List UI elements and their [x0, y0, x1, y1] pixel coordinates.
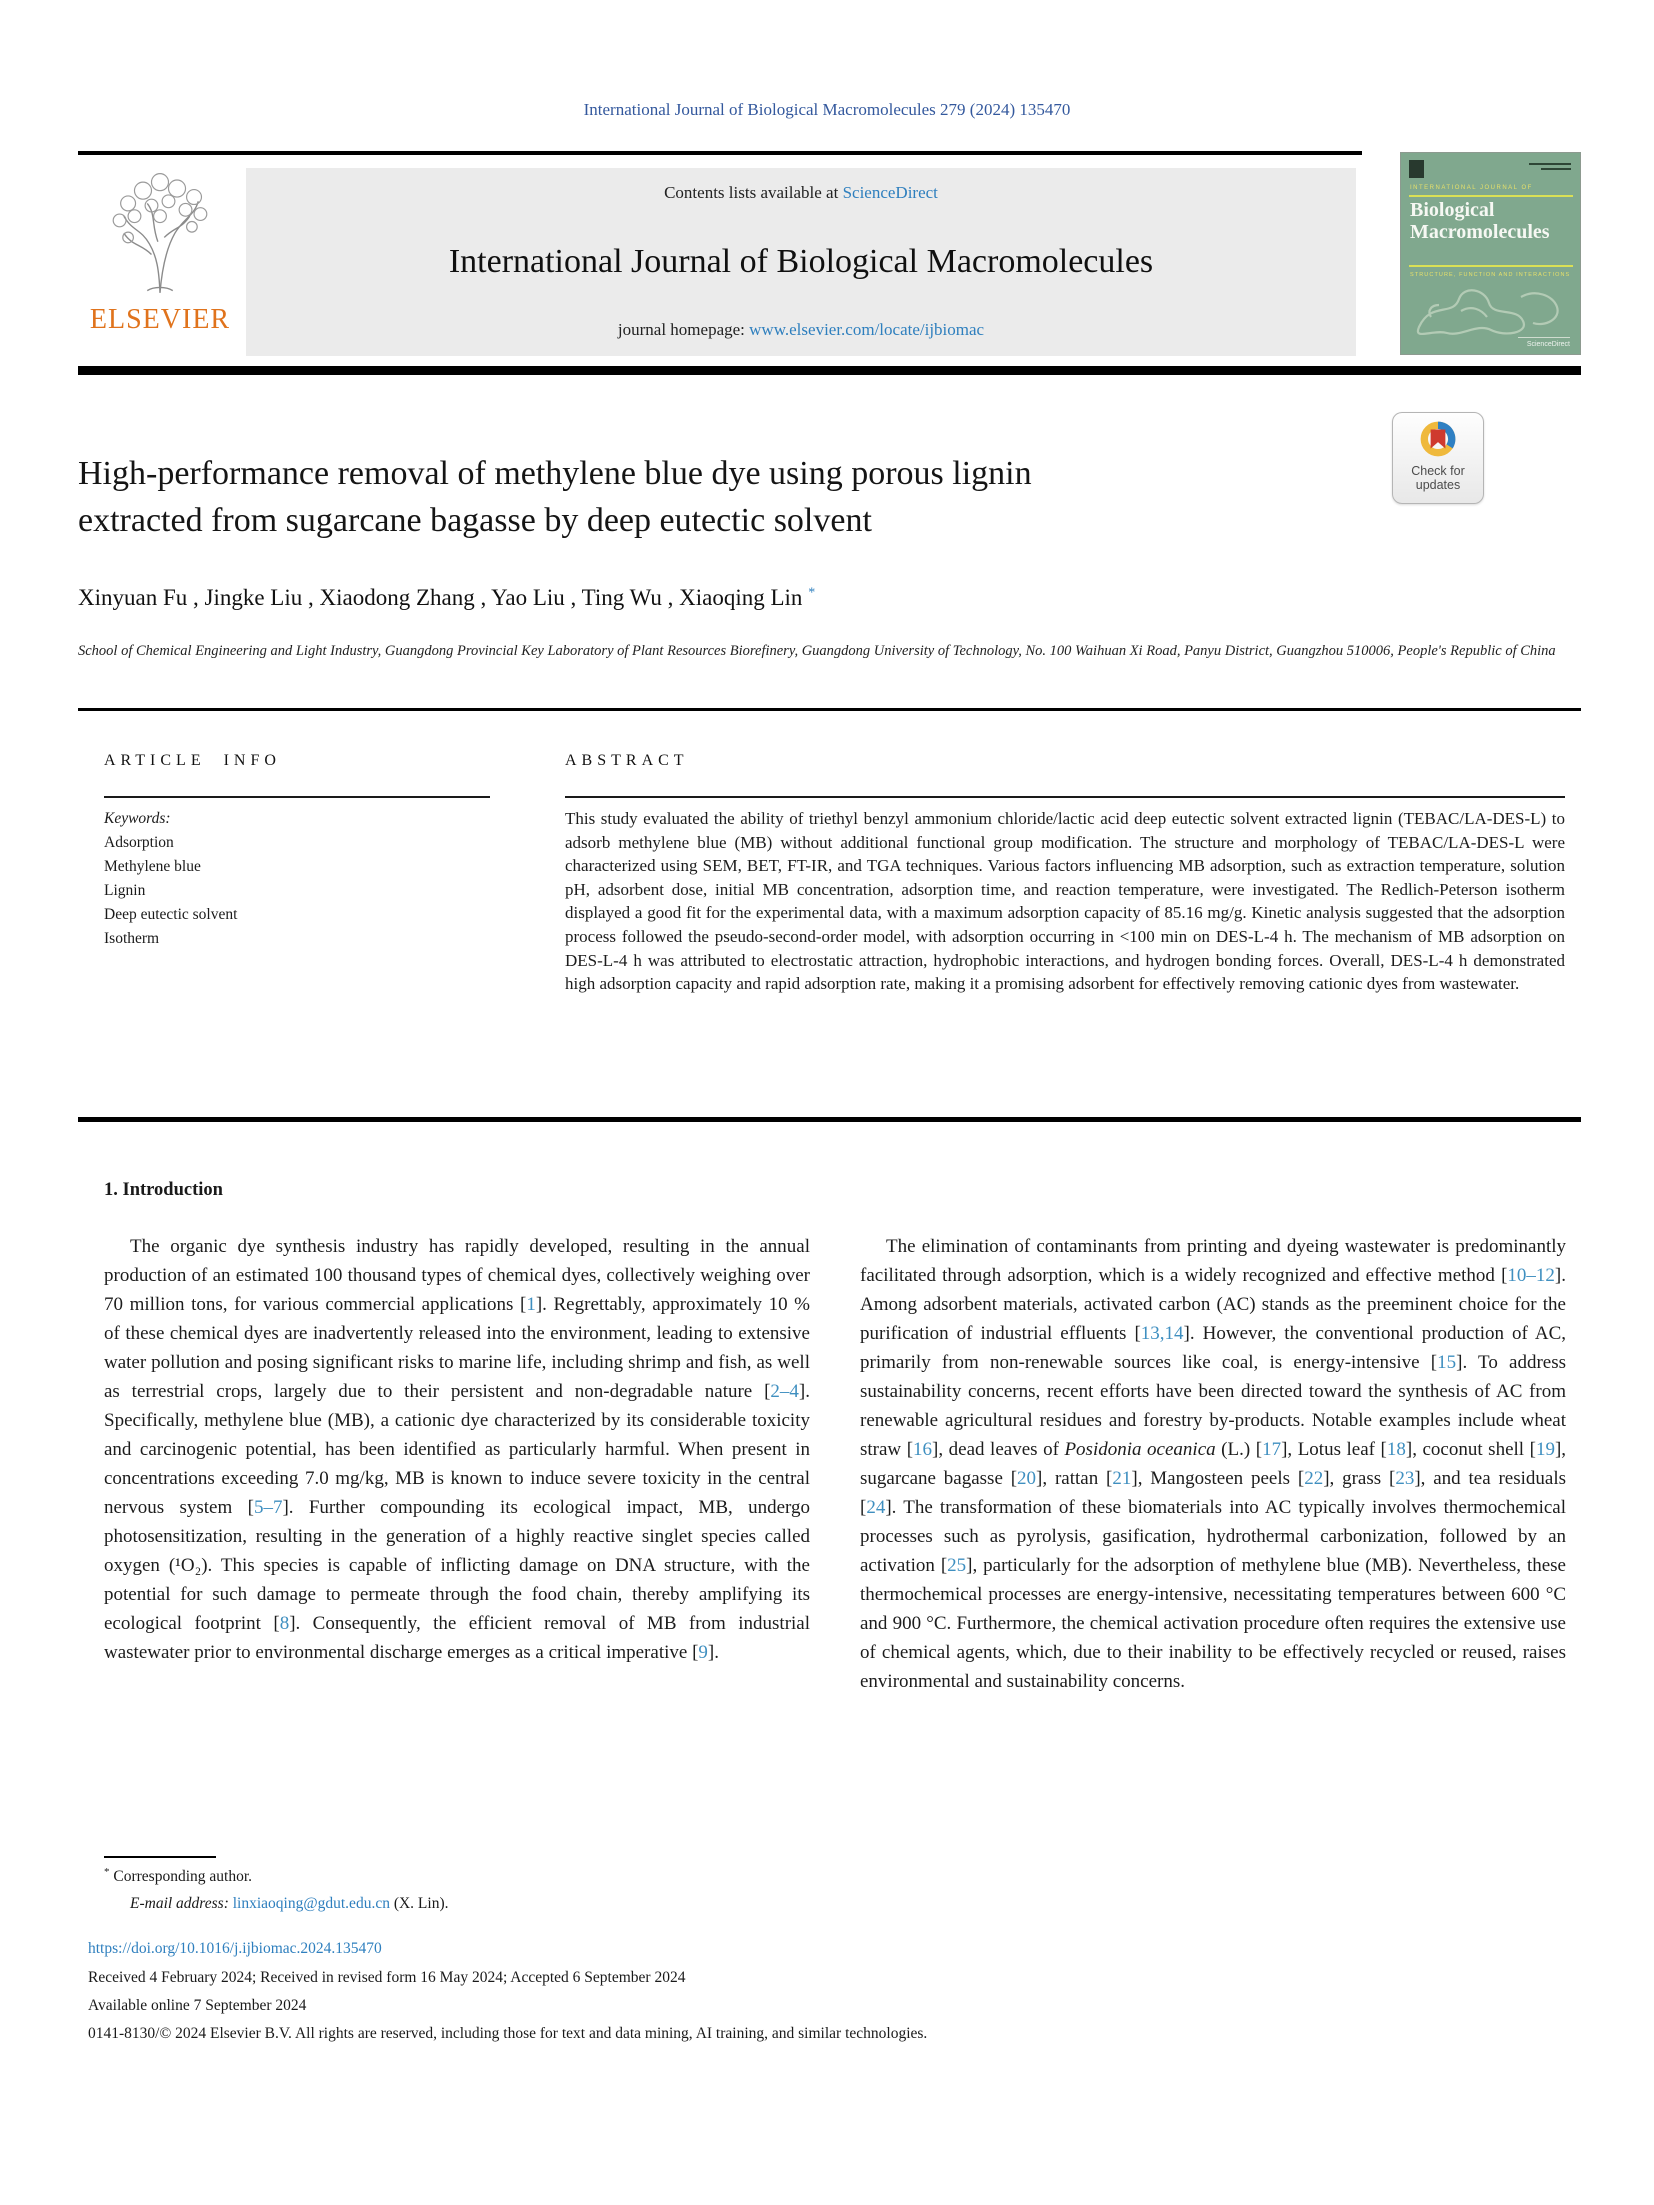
text-segment: ], coconut shell [	[1405, 1439, 1536, 1460]
crossmark-icon	[1418, 420, 1458, 458]
citation-ref[interactable]: 21	[1112, 1468, 1132, 1489]
citation-ref[interactable]: 1	[526, 1294, 536, 1315]
cover-sciencedirect-label: ScienceDirect	[1526, 341, 1570, 348]
masthead-bottom-rule	[78, 366, 1581, 375]
keyword-item: Lignin	[104, 882, 146, 899]
running-head-citation: International Journal of Biological Macromolecules 279 (2024) 135470	[583, 100, 1071, 119]
text-segment: ]. However, the conventional production of AC, primarily from non-renewable sources like coal, is energy-intensive [	[860, 1323, 1566, 1373]
text-segment: ]. Regrettably, approximately 10 % of these chemical dyes are inadvertently released into the environment, leading to extensive water pollution and posing significant risks to marine life, including shrimp and fish, as well as terrestrial crops, largely due to their persistent and non-degradable nature [	[104, 1294, 810, 1402]
cover-kicker: INTERNATIONAL JOURNAL OF	[1410, 185, 1533, 191]
cover-issue-line	[1529, 163, 1571, 165]
text-segment: ]. To address sustainability concerns, recent efforts have been directed toward the synthesis of AC from renewable agricultural residues and forestry by-products. Notable examples include wheat straw [	[860, 1352, 1567, 1460]
intro-right-column	[860, 1232, 1566, 1696]
keyword-item: Isotherm	[104, 930, 160, 947]
citation-ref[interactable]: 13,14	[1140, 1323, 1184, 1344]
article-info-section	[104, 752, 490, 951]
text-segment: The elimination of contaminants from printing and dyeing wastewater is predominantly facilitated through adsorption, which is a widely recognized and effective method [	[860, 1236, 1566, 1286]
doi-link-row	[88, 1940, 382, 1958]
info-top-rule	[78, 708, 1581, 711]
citation-ref[interactable]: 18	[1386, 1439, 1406, 1460]
text-segment: ], Mangosteen peels [	[1131, 1468, 1305, 1489]
keywords-label: Keywords:	[104, 810, 171, 827]
cover-title-line1: Biological	[1410, 199, 1495, 221]
masthead-top-rule	[78, 151, 1362, 155]
text-segment: (L.) [	[1215, 1439, 1263, 1460]
keyword-item: Deep eutectic solvent	[104, 906, 238, 923]
abstract-heading: ABSTRACT	[565, 752, 689, 769]
copyright-line: 0141-8130/© 2024 Elsevier B.V. All rights are reserved, including those for text and data mining, AI training, and similar technologies.	[88, 2025, 928, 2042]
sciencedirect-link[interactable]: ScienceDirect	[842, 183, 938, 202]
article-title-line2: extracted from sugarcane bagasse by deep eutectic solvent	[78, 502, 872, 539]
check-for-updates-label	[1393, 464, 1483, 492]
received-dates: Received 4 February 2024; Received in revised form 16 May 2024; Accepted 6 September 2024	[88, 1969, 686, 1986]
abstract-bottom-rule	[78, 1117, 1581, 1122]
email-suffix: (X. Lin).	[389, 1895, 449, 1912]
elsevier-wordmark: ELSEVIER	[89, 304, 231, 335]
check-for-updates-badge[interactable]	[1392, 412, 1484, 504]
cover-issue-line	[1541, 168, 1571, 170]
text-segment: ], particularly for the adsorption of methylene blue (MB). Nevertheless, these thermochemical processes are energy-intensive, necessitating temperatures between 600 °C and 900 °C. Furthermore, the chemical activation procedure often requires the extensive use of chemical agents, which, due to their inability to be effectively recycled or reused, raises environmental and sustainability concerns.	[860, 1555, 1566, 1692]
citation-ref[interactable]: 10–12	[1507, 1265, 1555, 1286]
citation-ref[interactable]: 23	[1395, 1468, 1415, 1489]
corresponding-author-mark[interactable]: *	[808, 585, 816, 601]
doi-link[interactable]: https://doi.org/10.1016/j.ijbiomac.2024.135470	[88, 1940, 382, 1957]
text-segment: ], rattan [	[1036, 1468, 1113, 1489]
citation-ref[interactable]: 25	[947, 1555, 967, 1576]
citation-ref[interactable]: 24	[866, 1497, 886, 1518]
text-segment: The organic dye synthesis industry has rapidly developed, resulting in the annual production of an estimated 100 thousand types of chemical dyes, collectively weighing over 70 million tons, for various commercial applications [	[104, 1236, 810, 1315]
citation-ref[interactable]: 9	[698, 1642, 708, 1663]
journal-title: International Journal of Biological Macromolecules	[448, 242, 1154, 280]
cover-subtitle: STRUCTURE, FUNCTION AND INTERACTIONS	[1410, 272, 1571, 278]
homepage-line	[618, 320, 984, 340]
journal-homepage-link[interactable]: www.elsevier.com/locate/ijbiomac	[749, 320, 985, 339]
text-segment: ]. Among adsorbent materials, activated carbon (AC) stands as the preeminent choice for the purification of industrial effluents [	[860, 1265, 1566, 1344]
article-title	[78, 450, 1358, 544]
cover-molecule-art	[1401, 277, 1580, 339]
footnote-text: Corresponding author.	[109, 1868, 252, 1886]
text-segment: ], sugarcane bagasse [	[860, 1439, 1567, 1489]
text-segment: ].	[707, 1642, 719, 1663]
text-segment: ], grass [	[1323, 1468, 1396, 1489]
email-label: E-mail address:	[130, 1895, 229, 1912]
section-heading-introduction: 1. Introduction	[104, 1180, 223, 1200]
masthead	[246, 168, 1356, 356]
text-segment: ], and tea residuals [	[860, 1468, 1567, 1518]
citation-ref[interactable]: 16	[913, 1439, 933, 1460]
badge-line2: updates	[1415, 478, 1461, 492]
abstract-text: This study evaluated the ability of triethyl benzyl ammonium chloride/lactic acid deep eutectic solvent extracted lignin (TEBAC/LA-DES-L) to adsorb methylene blue (MB) without additional functional group modification. The structure and morphology of TEBAC/LA-DES-L were characterized using SEM, BET, FT-IR, and TGA techniques. Various factors influencing MB adsorption, such as extraction temperature, solution pH, adsorbent dose, initial MB concentration, adsorption time, and reaction temperature, were investigated. The Redlich-Peterson isotherm displayed a good fit for the experimental data, with a maximum adsorption capacity of 85.16 mg/g. Kinetic analysis suggested that the adsorption process followed the pseudo-second-order model, with adsorption occurring in <100 min on DES-L-4 h. The mechanism of MB adsorption on DES-L-4 h was attributed to electrostatic attraction, hydrophobic interactions, and hydrogen bonding forces. Overall, DES-L-4 h demonstrated high adsorption capacity and rapid adsorption rate, making it a promising adsorbent for effectively removing cationic dyes from wastewater.	[565, 809, 1565, 994]
citation-ref[interactable]: 5–7	[253, 1497, 283, 1518]
cover-publisher-icon	[1409, 160, 1424, 178]
citation-ref[interactable]: 19	[1535, 1439, 1555, 1460]
journal-cover-thumbnail[interactable]	[1400, 152, 1581, 355]
abstract-section	[565, 752, 1565, 996]
elsevier-logo	[78, 163, 242, 357]
keyword-item: Methylene blue	[104, 858, 201, 875]
footnote-rule	[104, 1856, 216, 1858]
intro-paragraph	[860, 1232, 1566, 1696]
affiliation: School of Chemical Engineering and Light Industry, Guangdong Provincial Key Laboratory of Plant Resources Biorefinery, Guangdong University of Technology, No. 100 Waihuan Xi Road, Panyu District, Guangzhou 510006, People's Republic of China	[78, 643, 1556, 659]
keyword-item: Adsorption	[104, 834, 174, 851]
intro-paragraph	[104, 1232, 810, 1667]
author-list	[78, 585, 815, 611]
corresponding-author-note	[104, 1866, 252, 1886]
author-names: Xinyuan Fu , Jingke Liu , Xiaodong Zhang , Yao Liu , Ting Wu , Xiaoqing Lin	[78, 585, 803, 610]
citation-ref[interactable]: 22	[1304, 1468, 1324, 1489]
text-segment: ]. Consequently, the efficient removal of MB from industrial wastewater prior to environmental discharge emerges as a critical imperative [	[104, 1613, 811, 1663]
article-title-line1: High-performance removal of methylene blue dye using porous lignin	[78, 455, 1032, 492]
citation-ref[interactable]: 8	[279, 1613, 290, 1634]
contents-prefix: Contents lists available at	[664, 183, 843, 202]
text-segment: Posidonia oceanica	[1064, 1439, 1216, 1460]
text-segment: ]. Further compounding its ecological impact, MB, undergo photosensitization, resulting in the generation of a highly reactive singlet species called oxygen (¹O₂). This species is capable of inflicting damage on DNA structure, with the potential for such damage to permeate through the food chain, thereby amplifying its ecological footprint [	[104, 1497, 810, 1634]
citation-ref[interactable]: 2–4	[770, 1381, 799, 1402]
available-online: Available online 7 September 2024	[88, 1997, 307, 2014]
badge-line1: Check for	[1411, 464, 1465, 478]
citation-ref[interactable]: 20	[1017, 1468, 1037, 1489]
footnote-mark: *	[104, 1866, 110, 1878]
email-link[interactable]: linxiaoqing@gdut.edu.cn	[232, 1895, 390, 1912]
text-segment: ]. The transformation of these biomaterials into AC typically involves thermochemical processes such as pyrolysis, gasification, hydrothermal carbonization, followed by an activation [	[860, 1497, 1566, 1576]
email-note	[130, 1895, 449, 1913]
cover-title-line2: Macromolecules	[1410, 221, 1550, 243]
contents-line	[664, 183, 938, 203]
article-info-rule	[104, 796, 490, 798]
intro-left-column	[104, 1232, 810, 1667]
cover-rule	[1409, 195, 1573, 197]
cover-brand-rule	[1518, 337, 1570, 338]
citation-ref[interactable]: 17	[1262, 1439, 1282, 1460]
text-segment: ], dead leaves of	[932, 1439, 1065, 1460]
article-info-heading: ARTICLE INFO	[104, 752, 281, 769]
text-segment: ]. Specifically, methylene blue (MB), a cationic dye characterized by its considerable toxicity and carcinogenic potential, has been identified as particularly harmful. When present in concentrations exceeding 7.0 mg/kg, MB is known to induce severe toxicity in the central nervous system [	[104, 1381, 810, 1518]
elsevier-tree-icon	[96, 163, 224, 297]
homepage-prefix: journal homepage:	[617, 320, 750, 339]
citation-ref[interactable]: 15	[1437, 1352, 1457, 1373]
abstract-rule	[565, 796, 1565, 798]
cover-rule	[1409, 265, 1573, 267]
text-segment: ], Lotus leaf [	[1281, 1439, 1387, 1460]
